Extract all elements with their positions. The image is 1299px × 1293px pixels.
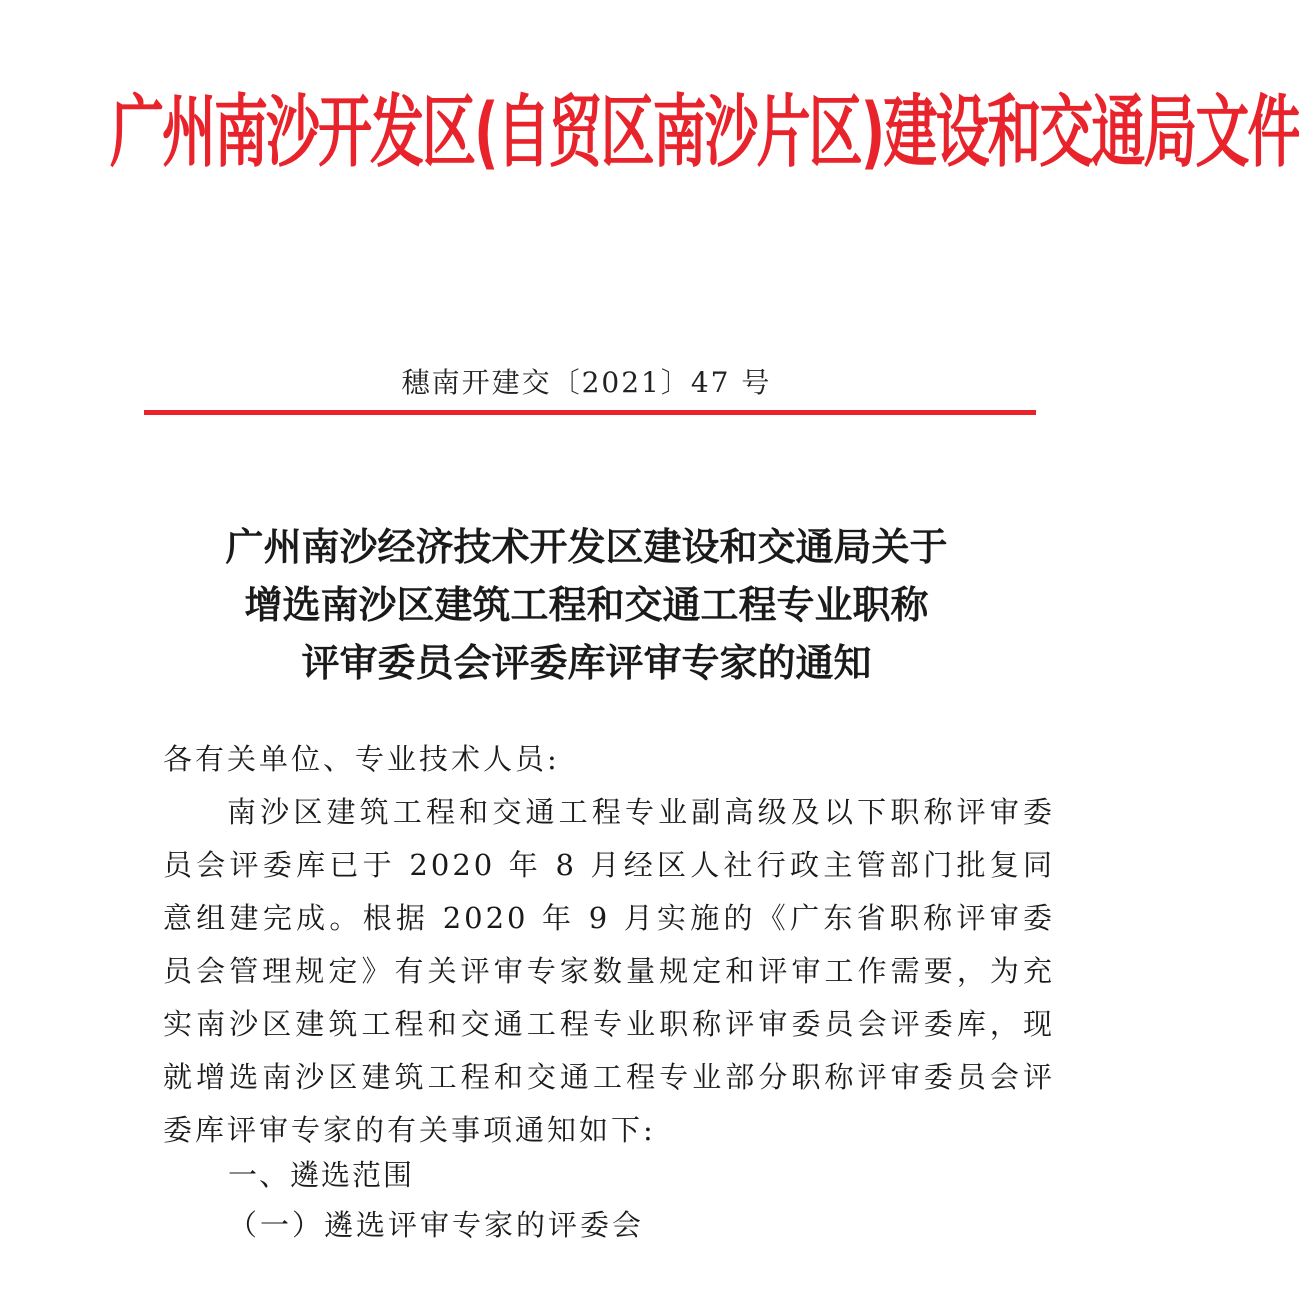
salutation: 各有关单位、专业技术人员: bbox=[163, 742, 560, 776]
sub-heading-1: （一）遴选评审专家的评委会 bbox=[228, 1208, 645, 1242]
notice-title-line-1: 广州南沙经济技术开发区建设和交通局关于 bbox=[225, 524, 948, 569]
document-number: 穗南开建交〔2021〕47 号 bbox=[401, 366, 772, 399]
notice-title-line-2: 增选南沙区建筑工程和交通工程专业职称 bbox=[244, 582, 929, 627]
body-paragraph: 南沙区建筑工程和交通工程专业副高级及以下职称评审委员会评委库已于 2020 年 8 月经区人社行政主管部门批复同意组建完成。根据 2020 年 9 月实施的《广东省职称评审委员会管理规定》有关评审专家数量规定和评审工作需要，为充实南沙区建筑工程和交通工程专业职称评审委员会评委库，现就增选南沙区建筑工程和交通工程专业部分职称评审委员会评委库评审专家的有关事项通知如下: bbox=[163, 795, 1055, 1147]
red-divider-line bbox=[144, 410, 1036, 415]
notice-title bbox=[0, 518, 1173, 692]
document-header-title: 广州南沙开发区(自贸区南沙片区)建设和交通局文件 bbox=[110, 86, 1299, 178]
notice-title-line-3: 评审委员会评委库评审专家的通知 bbox=[301, 640, 872, 685]
notice-body bbox=[163, 733, 1055, 1157]
section-heading-1: 一、遴选范围 bbox=[228, 1158, 415, 1192]
